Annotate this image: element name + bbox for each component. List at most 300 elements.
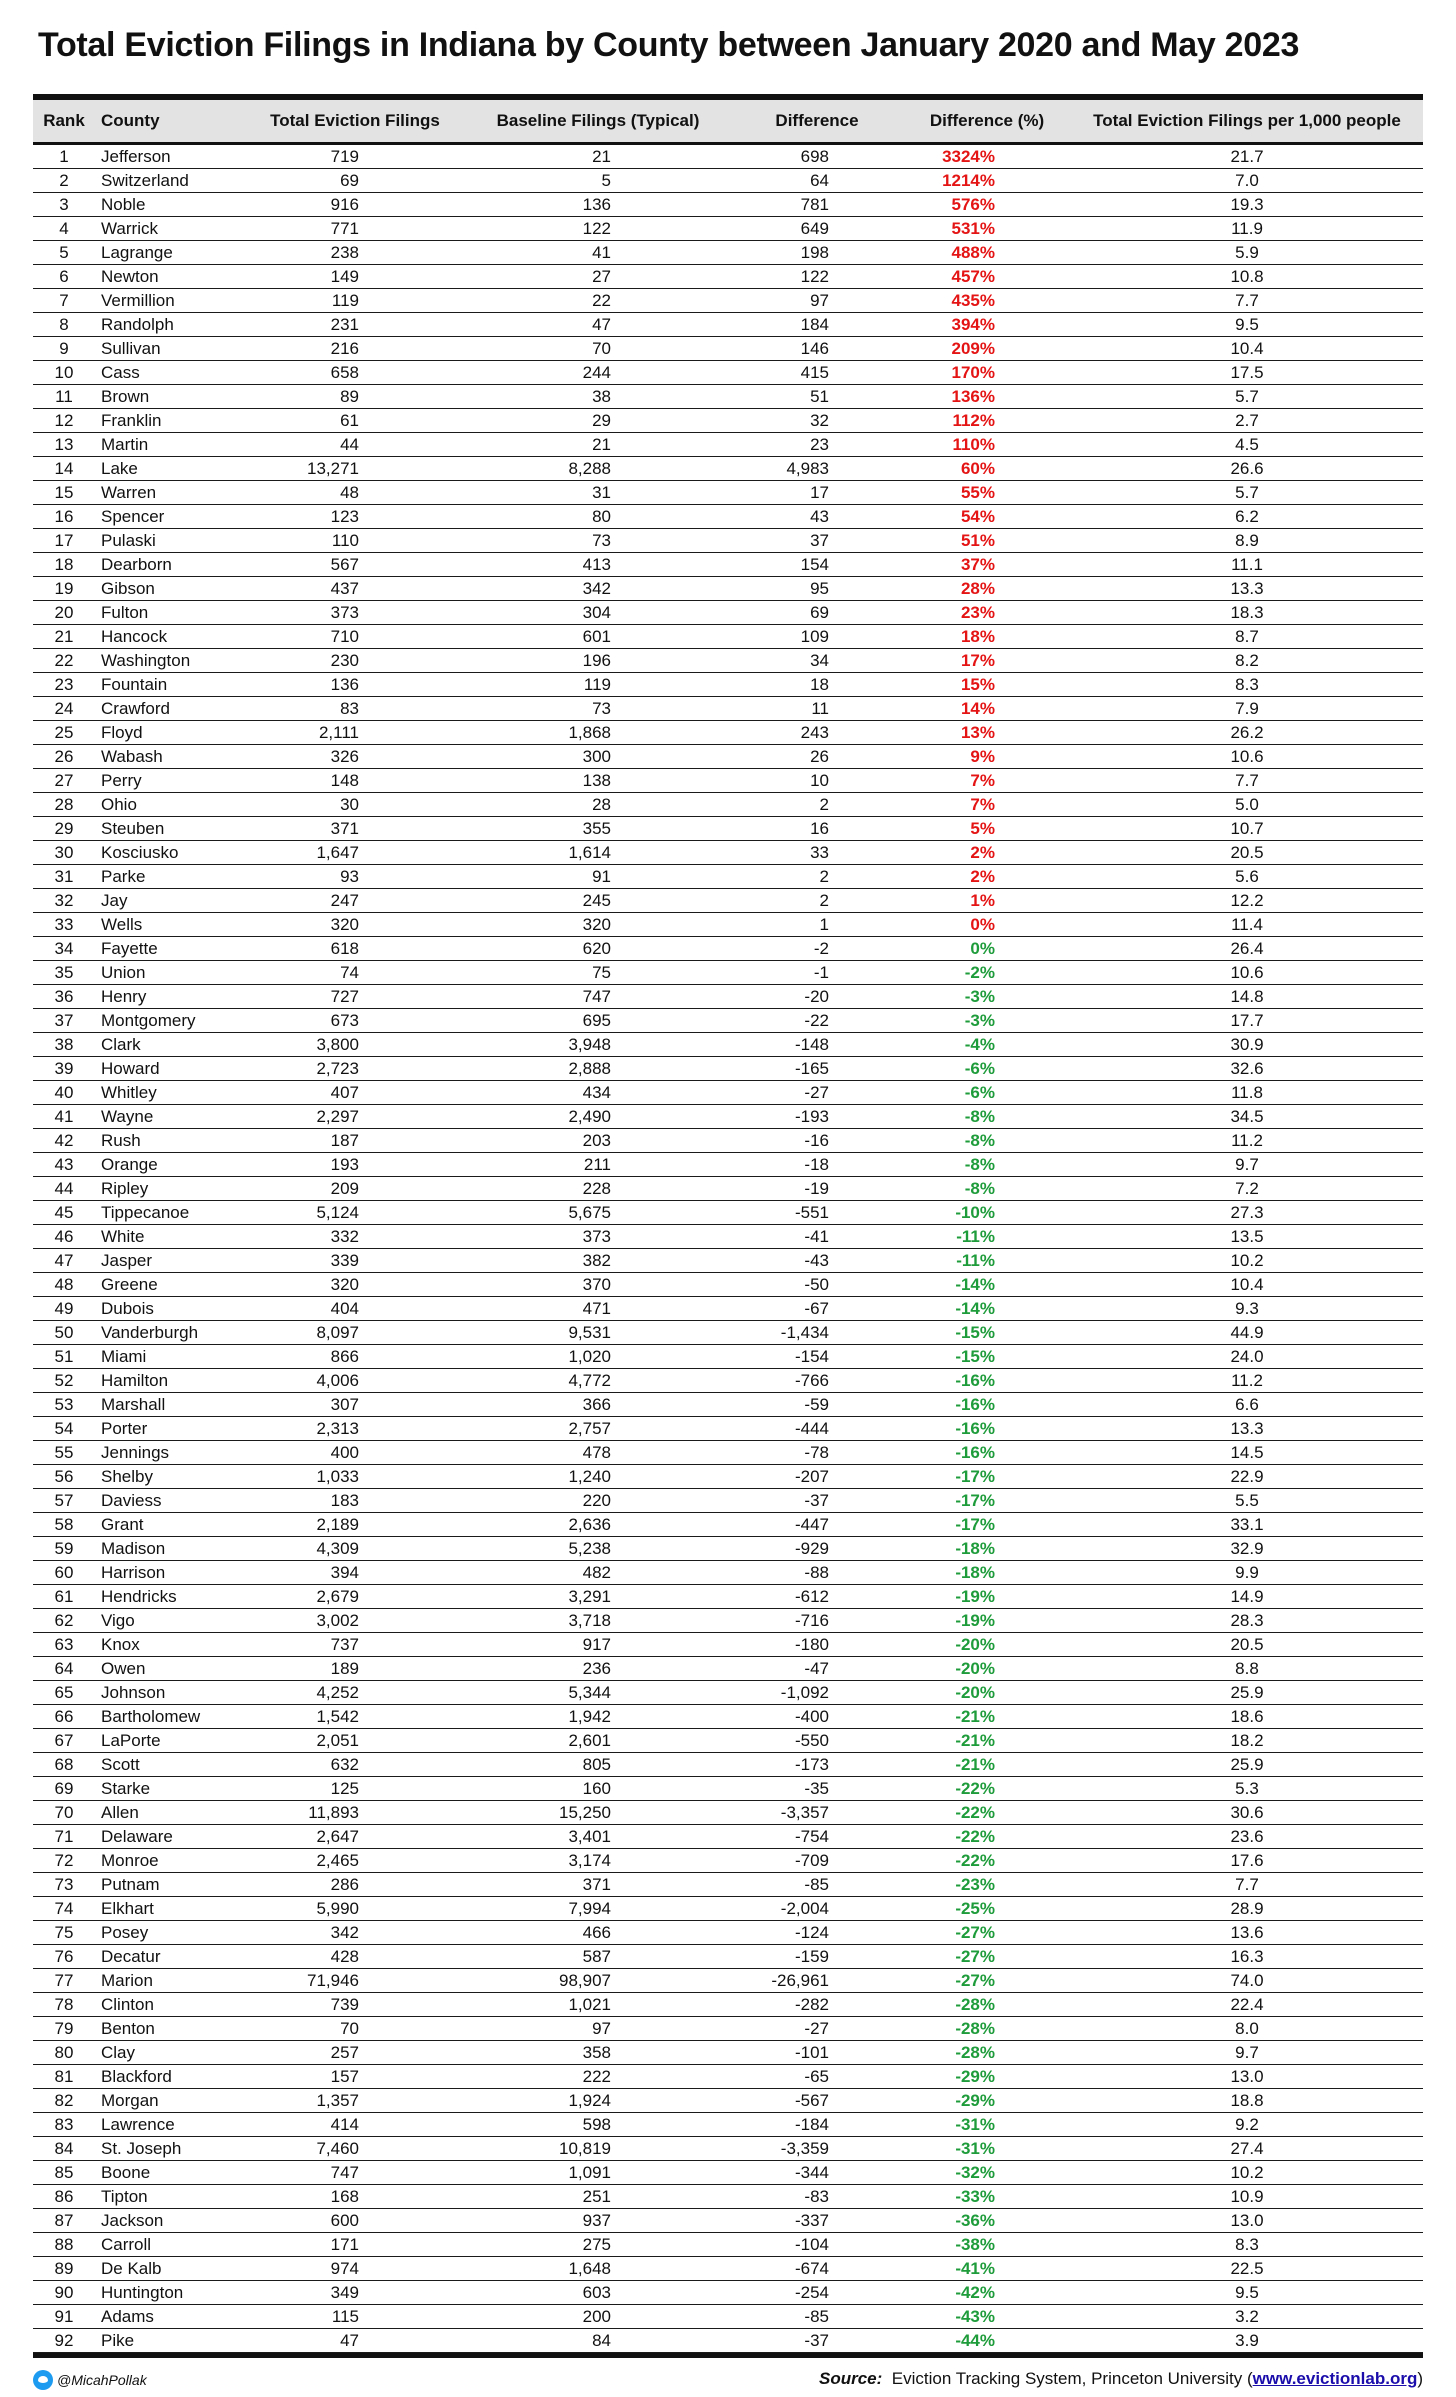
cell-difference-pct: 576% [951,194,995,214]
cell-total-filings: 83 [340,698,359,718]
cell-total-filings: 373 [330,602,359,622]
cell-total-filings: 320 [330,914,359,934]
cell-per-1000: 11.2 [1231,1370,1263,1390]
cell-per-1000: 22.9 [1230,1466,1264,1486]
cell-rank: 85 [54,2162,74,2182]
cell-per-1000: 10.4 [1230,338,1264,358]
cell-per-1000: 9.5 [1235,2282,1259,2302]
table-row [33,864,1423,888]
cell-county: Dearborn [101,554,172,574]
table-row [33,2304,1423,2328]
table-row [33,1824,1423,1848]
cell-county: Fayette [101,938,158,958]
cell-baseline-filings: 2,636 [568,1514,611,1534]
cell-total-filings: 2,111 [318,722,359,742]
cell-county: Fulton [101,602,149,622]
cell-rank: 22 [54,650,74,670]
cell-difference-pct: 488% [951,242,995,262]
cell-per-1000: 18.6 [1230,1706,1264,1726]
cell-county: Carroll [101,2234,152,2254]
cell-per-1000: 8.0 [1235,2018,1259,2038]
cell-difference-pct: -15% [955,1346,995,1366]
table-row [33,1680,1423,1704]
cell-difference-pct: 209% [951,338,995,358]
cell-baseline-filings: 196 [582,650,611,670]
cell-county: Jefferson [101,146,171,166]
cell-per-1000: 3.2 [1235,2306,1259,2326]
cell-baseline-filings: 41 [592,242,611,262]
cell-baseline-filings: 138 [582,770,611,790]
cell-county: Crawford [101,698,170,718]
cell-rank: 71 [54,1826,74,1846]
cell-per-1000: 17.5 [1230,362,1264,382]
cell-per-1000: 10.2 [1230,2162,1264,2182]
cell-rank: 81 [54,2066,74,2086]
cell-baseline-filings: 2,888 [568,1058,611,1078]
cell-rank: 82 [54,2090,74,2110]
cell-per-1000: 8.7 [1235,626,1259,646]
cell-rank: 28 [54,794,74,814]
cell-difference: -41 [804,1226,829,1246]
cell-total-filings: 739 [330,1994,359,2014]
cell-rank: 57 [54,1490,74,1510]
eviction-table-container [33,94,1423,2358]
cell-baseline-filings: 1,924 [568,2090,611,2110]
cell-county: Benton [101,2018,155,2038]
cell-county: Allen [101,1802,139,1822]
cell-per-1000: 14.9 [1230,1586,1264,1606]
cell-per-1000: 28.9 [1230,1898,1264,1918]
table-row [33,960,1423,984]
table-row [33,1872,1423,1896]
cell-rank: 41 [54,1106,74,1126]
table-row [33,504,1423,528]
cell-county: Porter [101,1418,148,1438]
cell-per-1000: 24.0 [1230,1346,1264,1366]
cell-rank: 73 [54,1874,74,1894]
cell-per-1000: 7.0 [1235,170,1259,190]
cell-rank: 27 [54,770,74,790]
cell-per-1000: 18.8 [1230,2090,1264,2110]
table-row [33,792,1423,816]
cell-difference: 154 [800,554,829,574]
cell-total-filings: 4,252 [316,1682,359,1702]
cell-total-filings: 93 [340,866,359,886]
table-row [33,2016,1423,2040]
cell-county: Miami [101,1346,147,1366]
cell-difference-pct: -21% [955,1706,995,1726]
cell-rank: 11 [55,386,73,406]
cell-difference-pct: -41% [955,2258,995,2278]
table-row [33,1992,1423,2016]
cell-per-1000: 10.6 [1230,746,1264,766]
cell-county: Harrison [101,1562,166,1582]
cell-difference: -18 [804,1154,829,1174]
cell-difference-pct: -17% [955,1466,995,1486]
cell-total-filings: 1,357 [316,2090,359,2110]
cell-county: Hancock [101,626,168,646]
cell-county: Wabash [101,746,163,766]
cell-per-1000: 44.9 [1230,1322,1264,1342]
table-row [33,2064,1423,2088]
table-row [33,456,1423,480]
table-row [33,1296,1423,1320]
cell-baseline-filings: 8,288 [568,458,611,478]
cell-total-filings: 1,542 [316,1706,359,1726]
cell-county: Morgan [101,2090,159,2110]
cell-rank: 90 [54,2282,74,2302]
cell-difference-pct: -38% [955,2234,995,2254]
cell-total-filings: 2,465 [316,1850,359,1870]
table-row [33,1440,1423,1464]
eviction-table [33,100,1423,2353]
cell-baseline-filings: 244 [582,362,611,382]
cell-difference: 34 [810,650,829,670]
cell-per-1000: 13.0 [1230,2066,1264,2086]
cell-total-filings: 2,313 [316,1418,359,1438]
cell-total-filings: 916 [330,194,359,214]
cell-difference: 37 [810,530,829,550]
cell-baseline-filings: 601 [582,626,611,646]
cell-difference: 4,983 [786,458,829,478]
cell-difference-pct: -18% [955,1562,995,1582]
table-row [33,240,1423,264]
cell-difference: -43 [804,1250,829,1270]
cell-difference-pct: 51% [960,530,995,550]
cell-difference-pct: -21% [955,1754,995,1774]
cell-difference-pct: 170% [951,362,995,382]
cell-county: Jasper [101,1250,153,1270]
cell-difference: 698 [800,146,829,166]
cell-per-1000: 18.2 [1230,1730,1264,1750]
cell-total-filings: 13,271 [307,458,359,478]
cell-rank: 46 [54,1226,74,1246]
table-row [33,1728,1423,1752]
cell-difference: -282 [794,1994,829,2014]
cell-county: Vermillion [101,290,175,310]
table-row [33,624,1423,648]
source-text: Eviction Tracking System, Princeton University ( [891,2369,1253,2388]
cell-county: Perry [101,770,142,790]
cell-difference-pct: -2% [964,962,995,982]
cell-county: Montgomery [101,1010,196,1030]
cell-baseline-filings: 373 [582,1226,611,1246]
cell-difference-pct: -28% [955,1994,995,2014]
cell-county: Ripley [101,1178,149,1198]
cell-baseline-filings: 80 [592,506,611,526]
cell-county: Marion [101,1970,153,1990]
cell-per-1000: 10.4 [1230,1274,1264,1294]
cell-baseline-filings: 1,648 [568,2258,611,2278]
cell-baseline-filings: 91 [592,866,611,886]
cell-baseline-filings: 3,718 [568,1610,611,1630]
cell-total-filings: 5,990 [316,1898,359,1918]
cell-rank: 50 [54,1322,74,1342]
cell-difference-pct: -16% [955,1370,995,1390]
cell-difference-pct: -14% [955,1274,995,1294]
cell-difference: -612 [794,1586,829,1606]
cell-rank: 48 [54,1274,74,1294]
cell-total-filings: 193 [330,1154,359,1174]
cell-baseline-filings: 21 [592,434,611,454]
cell-difference-pct: -16% [955,1394,995,1414]
cell-rank: 36 [54,986,74,1006]
cell-difference-pct: 136% [951,386,995,406]
cell-difference-pct: 2% [970,842,995,862]
cell-total-filings: 7,460 [316,2138,359,2158]
cell-county: Warren [101,482,157,502]
cell-difference-pct: 2% [970,866,995,886]
cell-per-1000: 11.4 [1231,914,1263,934]
table-row [33,2040,1423,2064]
cell-rank: 12 [54,410,74,430]
table-row [33,2280,1423,2304]
table-row [33,312,1423,336]
cell-difference: -567 [794,2090,829,2110]
cell-difference-pct: -11% [956,1226,995,1246]
cell-total-filings: 414 [330,2114,359,2134]
cell-rank: 84 [54,2138,74,2158]
cell-difference: 109 [800,626,829,646]
cell-total-filings: 673 [330,1010,359,1030]
cell-total-filings: 3,002 [316,1610,359,1630]
cell-per-1000: 14.5 [1230,1442,1264,1462]
table-row [33,1368,1423,1392]
cell-difference: -148 [794,1034,829,1054]
cell-rank: 66 [54,1706,74,1726]
cell-baseline-filings: 1,240 [568,1466,611,1486]
cell-difference: 781 [800,194,829,214]
cell-rank: 89 [54,2258,74,2278]
cell-rank: 69 [54,1778,74,1798]
table-row [33,1896,1423,1920]
cell-baseline-filings: 2,601 [568,1730,611,1750]
cell-difference: -3,359 [780,2138,829,2158]
cell-per-1000: 8.3 [1235,2234,1259,2254]
cell-difference-pct: -33% [955,2186,995,2206]
cell-baseline-filings: 5 [601,170,611,190]
cell-rank: 77 [54,1970,74,1990]
cell-baseline-filings: 466 [582,1922,611,1942]
cell-difference: -709 [794,1850,829,1870]
cell-per-1000: 13.0 [1230,2210,1264,2230]
cell-difference: -165 [794,1058,829,1078]
table-row [33,1032,1423,1056]
cell-baseline-filings: 29 [592,410,611,430]
cell-county: Brown [101,386,150,406]
source-label: Source: [819,2369,883,2388]
cell-total-filings: 187 [330,1130,359,1150]
cell-difference: -550 [794,1730,829,1750]
cell-rank: 83 [54,2114,74,2134]
cell-rank: 64 [54,1658,74,1678]
cell-total-filings: 44 [340,434,359,454]
cell-per-1000: 5.0 [1235,794,1259,814]
cell-total-filings: 404 [330,1298,359,1318]
cell-per-1000: 6.2 [1235,506,1259,526]
cell-county: Martin [101,434,149,454]
cell-per-1000: 8.9 [1235,530,1259,550]
cell-total-filings: 332 [330,1226,359,1246]
table-row [33,264,1423,288]
cell-rank: 63 [54,1634,74,1654]
cell-difference: -3,357 [780,1802,829,1822]
cell-county: Clay [101,2042,136,2062]
cell-difference: -85 [804,1874,829,1894]
cell-difference-pct: -16% [955,1442,995,1462]
cell-per-1000: 13.5 [1230,1226,1264,1246]
cell-baseline-filings: 275 [582,2234,611,2254]
cell-county: Wells [101,914,143,934]
cell-per-1000: 7.7 [1235,1874,1259,1894]
source-link[interactable]: www.evictionlab.org [1252,2369,1418,2388]
cell-difference-pct: 110% [952,434,995,454]
cell-difference-pct: -8% [964,1106,995,1126]
cell-total-filings: 400 [330,1442,359,1462]
cell-county: Switzerland [101,170,189,190]
cell-county: Lawrence [101,2114,175,2134]
table-row [33,600,1423,624]
table-row [33,1944,1423,1968]
cell-difference: -20 [804,986,829,1006]
cell-per-1000: 33.1 [1230,1514,1264,1534]
cell-difference: -180 [794,1634,829,1654]
cell-difference: 649 [800,218,829,238]
cell-county: Clinton [101,1994,154,2014]
cell-rank: 39 [54,1058,74,1078]
cell-difference: -444 [794,1418,829,1438]
cell-baseline-filings: 98,907 [559,1970,611,1990]
cell-difference-pct: 435% [951,290,995,310]
cell-difference: 18 [810,674,829,694]
cell-per-1000: 3.9 [1235,2330,1259,2350]
cell-difference: 2 [819,866,829,886]
cell-county: Adams [101,2306,154,2326]
cell-difference: -88 [804,1562,829,1582]
cell-total-filings: 5,124 [316,1202,359,1222]
cell-per-1000: 26.4 [1230,938,1264,958]
cell-rank: 78 [54,1994,74,2014]
cell-per-1000: 20.5 [1230,1634,1264,1654]
cell-rank: 16 [54,506,74,526]
cell-per-1000: 22.5 [1230,2258,1264,2278]
cell-total-filings: 189 [330,1658,359,1678]
cell-baseline-filings: 211 [583,1154,611,1174]
cell-county: Elkhart [101,1898,154,1918]
cell-baseline-filings: 38 [592,386,611,406]
cell-total-filings: 216 [330,338,359,358]
table-row [33,912,1423,936]
cell-baseline-filings: 97 [592,2018,611,2038]
twitter-credit[interactable] [33,2370,147,2390]
cell-difference-pct: -6% [964,1058,995,1078]
cell-per-1000: 11.2 [1231,1130,1263,1150]
cell-difference-pct: -31% [955,2114,995,2134]
cell-difference: -400 [794,1706,829,1726]
cell-difference-pct: -28% [955,2042,995,2062]
cell-baseline-filings: 236 [582,1658,611,1678]
cell-difference-pct: 457% [951,266,995,286]
cell-baseline-filings: 366 [582,1394,611,1414]
table-row [33,1656,1423,1680]
table-row [33,2256,1423,2280]
cell-baseline-filings: 482 [582,1562,611,1582]
table-row [33,1704,1423,1728]
cell-total-filings: 371 [330,818,359,838]
cell-baseline-filings: 47 [592,314,611,334]
cell-total-filings: 2,189 [316,1514,359,1534]
cell-difference: -37 [804,2330,829,2350]
cell-per-1000: 10.7 [1230,818,1264,838]
cell-per-1000: 5.3 [1235,1778,1259,1798]
table-row [33,1320,1423,1344]
cell-baseline-filings: 1,020 [568,1346,611,1366]
cell-rank: 79 [54,2018,74,2038]
column-header-per-1000: Total Eviction Filings per 1,000 people [1093,110,1401,130]
cell-rank: 43 [54,1154,74,1174]
cell-rank: 5 [59,242,69,262]
cell-county: Decatur [101,1946,161,1966]
cell-difference: 243 [800,722,829,742]
cell-per-1000: 30.6 [1230,1802,1264,1822]
table-row [33,888,1423,912]
cell-per-1000: 22.4 [1230,1994,1264,2014]
cell-baseline-filings: 160 [582,1778,611,1798]
table-row [33,840,1423,864]
cell-difference-pct: 14% [960,698,995,718]
cell-difference: -50 [804,1274,829,1294]
cell-total-filings: 349 [330,2282,359,2302]
table-row [33,1560,1423,1584]
cell-baseline-filings: 358 [582,2042,611,2062]
cell-total-filings: 61 [340,410,359,430]
cell-rank: 88 [54,2234,74,2254]
cell-total-filings: 247 [330,890,359,910]
cell-county: Blackford [101,2066,172,2086]
table-row [33,408,1423,432]
cell-county: Washington [101,650,191,670]
cell-difference: -65 [804,2066,829,2086]
cell-baseline-filings: 10,819 [559,2138,611,2158]
cell-rank: 35 [54,962,74,982]
cell-rank: 52 [54,1370,74,1390]
table-row [33,2088,1423,2112]
cell-difference-pct: -22% [955,1850,995,1870]
cell-total-filings: 74 [340,962,359,982]
cell-baseline-filings: 342 [582,578,611,598]
cell-difference: 1 [819,914,829,934]
cell-per-1000: 11.1 [1231,554,1263,574]
cell-difference: 33 [810,842,829,862]
cell-rank: 67 [54,1730,74,1750]
cell-difference: -447 [794,1514,829,1534]
cell-per-1000: 10.6 [1230,962,1264,982]
cell-difference: 415 [800,362,829,382]
cell-total-filings: 339 [330,1250,359,1270]
cell-difference-pct: -11% [956,1250,995,1270]
cell-difference-pct: -20% [955,1658,995,1678]
cell-difference-pct: 0% [970,914,995,934]
cell-difference-pct: 112% [952,410,995,430]
cell-county: Warrick [101,218,158,238]
cell-per-1000: 10.8 [1230,266,1264,286]
cell-total-filings: 183 [330,1490,359,1510]
cell-difference-pct: -8% [964,1178,995,1198]
cell-difference: 2 [819,890,829,910]
cell-difference: 97 [810,290,829,310]
cell-baseline-filings: 31 [592,482,611,502]
cell-rank: 49 [54,1298,74,1318]
